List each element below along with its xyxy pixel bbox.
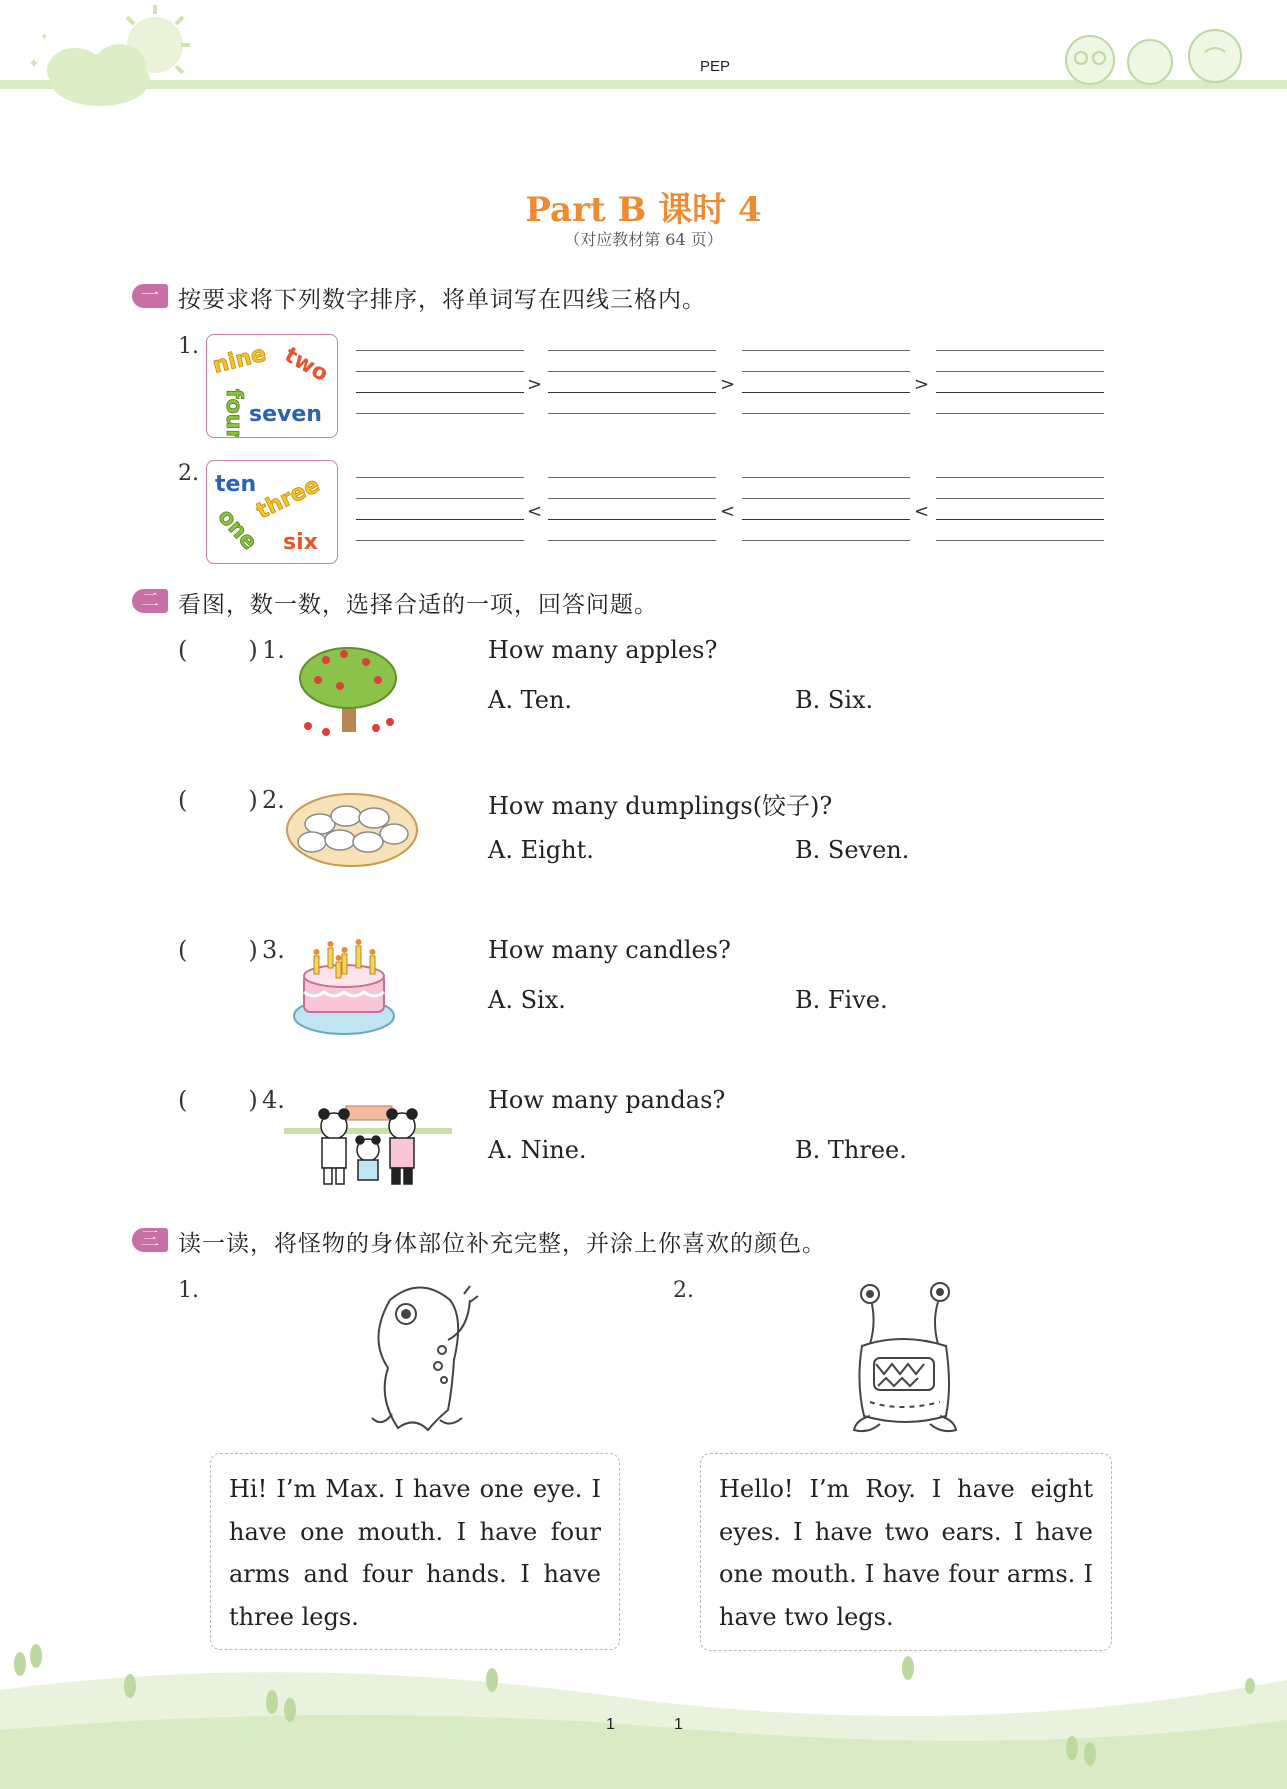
option-b: B. Five.	[795, 986, 888, 1014]
page-title: Part B 课时 4	[525, 190, 762, 230]
question-number: 4.	[262, 1086, 285, 1114]
question-text: How many candles?	[488, 936, 731, 964]
svg-text:✦: ✦	[28, 56, 40, 72]
writing-lines[interactable]	[742, 477, 910, 541]
page-subtitle: （对应教材第 64 页）	[564, 230, 723, 249]
answer-blank[interactable]: ( )	[178, 636, 258, 664]
reading-box-roy: Hello! I’m Roy. I have eight eyes. I have two ears. I have one mouth. I have four arms. I have two legs.	[700, 1453, 1112, 1651]
word-box	[206, 460, 338, 564]
question-number: 3.	[262, 936, 285, 964]
option-b: B. Six.	[795, 686, 874, 714]
section3-item-number: 2.	[673, 1278, 694, 1303]
word-four: four	[221, 389, 246, 437]
word-six: six	[283, 530, 318, 555]
section1-item-number: 2.	[178, 461, 199, 486]
birthday-cake-image	[290, 938, 398, 1042]
option-a: A. Ten.	[488, 686, 573, 714]
section1-badge: 一	[132, 284, 168, 308]
option-a: A. Eight.	[488, 836, 594, 864]
animal-faces-decoration	[1055, 20, 1255, 90]
section3-item-number: 1.	[178, 1278, 199, 1303]
word-box	[206, 334, 338, 438]
reading-box-max: Hi! I’m Max. I have one eye. I have one mouth. I have four arms and four hands. I have three legs.	[210, 1453, 620, 1650]
question-text: How many dumplings(饺子)?	[488, 792, 833, 820]
monster-roy-outline	[840, 1280, 966, 1440]
page-number-right: 1	[674, 1716, 683, 1733]
section1-item-number: 1.	[178, 334, 199, 359]
pandas-image	[284, 1104, 452, 1190]
word-two: two	[280, 342, 333, 388]
comparator: >	[527, 374, 543, 395]
question-text: How many pandas?	[488, 1086, 726, 1114]
page-number-left: 1	[606, 1716, 615, 1733]
dumplings-plate-image	[284, 790, 420, 870]
sun-cloud-decoration	[0, 0, 200, 115]
word-three: three	[252, 472, 324, 525]
writing-lines[interactable]	[356, 350, 524, 414]
svg-text:✦: ✦	[40, 32, 49, 43]
scattered-words-illustration	[207, 335, 337, 437]
writing-lines[interactable]	[548, 350, 716, 414]
section3-instruction: 读一读，将怪物的身体部位补充完整，并涂上你喜欢的颜色。	[178, 1231, 826, 1257]
comparator: >	[914, 374, 930, 395]
section3-badge: 三	[132, 1228, 168, 1252]
writing-lines[interactable]	[936, 350, 1104, 414]
writing-lines[interactable]	[548, 477, 716, 541]
answer-blank[interactable]: ( )	[178, 786, 258, 814]
header-label: PEP	[700, 58, 731, 75]
section2-instruction: 看图，数一数，选择合适的一项，回答问题。	[178, 592, 658, 618]
comparator: <	[914, 501, 930, 522]
option-a: A. Six.	[488, 986, 566, 1014]
comparator: <	[527, 501, 543, 522]
option-b: B. Seven.	[795, 836, 910, 864]
option-b: B. Three.	[795, 1136, 907, 1164]
answer-blank[interactable]: ( )	[178, 1086, 258, 1114]
comparator: >	[720, 374, 736, 395]
scattered-words-illustration	[207, 461, 337, 563]
word-ten: ten	[215, 472, 257, 497]
writing-lines[interactable]	[742, 350, 910, 414]
question-number: 1.	[262, 636, 285, 664]
option-a: A. Nine.	[488, 1136, 587, 1164]
monster-max-outline	[350, 1280, 486, 1440]
apple-tree-image	[296, 640, 400, 740]
section1-instruction: 按要求将下列数字排序，将单词写在四线三格内。	[178, 287, 706, 313]
answer-blank[interactable]: ( )	[178, 936, 258, 964]
word-seven: seven	[249, 402, 322, 427]
writing-lines[interactable]	[936, 477, 1104, 541]
comparator: <	[720, 501, 736, 522]
footer-hills-decoration	[0, 1630, 1287, 1789]
word-nine: nine	[210, 341, 269, 379]
question-text: How many apples?	[488, 636, 718, 664]
word-one: one	[212, 504, 262, 555]
question-number: 2.	[262, 786, 285, 814]
section2-badge: 二	[132, 589, 168, 613]
writing-lines[interactable]	[356, 477, 524, 541]
